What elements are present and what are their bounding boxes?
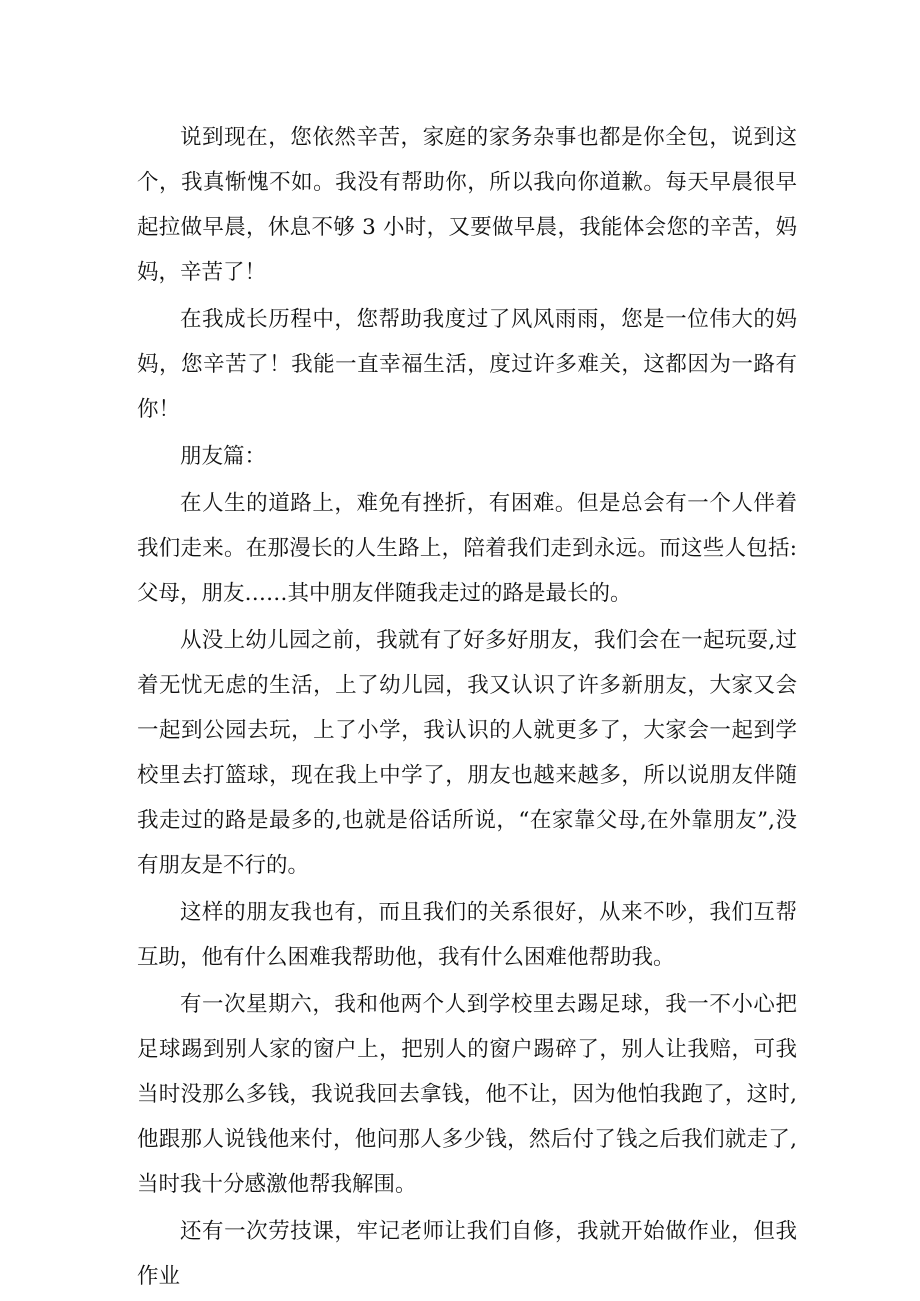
document-body [137,115,797,1301]
paragraph-mother-hardship: 说到现在，您依然辛苦，家庭的家务杂事也都是你全包，说到这个，我真惭愧不如。我没有帮助你，所以我向你道歉。每天早晨很早起拉做早晨，休息不够 3 小时，又要做早晨，我能体会您的辛苦，妈妈，辛苦了！ [137,125,797,285]
paragraph-life-road: 在人生的道路上，难免有挫折，有困难。但是总会有一个人伴着我们走来。在那漫长的人生路上，陪着我们走到永远。而这些人包括:父母，朋友……其中朋友伴随我走过的路是最长的。 [137,491,797,606]
paragraph-many-friends: 从没上幼儿园之前，我就有了好多好朋友，我们会在一起玩耍,过着无忧无虑的生活，上了幼儿园，我又认识了许多新朋友，大家又会一起到公园去玩，上了小学，我认识的人就更多了，大家会一起到学校里去打篮球，现在我上中学了，朋友也越来越多，所以说朋友伴随我走过的路是最多的,也就是俗话所说，“在家靠父母,在外靠朋友”,没有朋友是不行的。 [137,628,797,878]
paragraph-labor-class: 还有一次劳技课，牢记老师让我们自修，我就开始做作业，但我作业 [137,1219,797,1289]
paragraph-mother-gratitude: 在我成长历程中，您帮助我度过了风风雨雨，您是一位伟大的妈妈，您辛苦了！我能一直幸福生活，度过许多难关，这都因为一路有你！ [137,307,797,422]
paragraph-football-story: 有一次星期六，我和他两个人到学校里去踢足球，我一不小心把足球踢到别人家的窗户上，把别人的窗户踢碎了，别人让我赔，可我当时没那么多钱，我说我回去拿钱，他不让，因为他怕我跑了，这时,他跟那人说钱他来付，他问那人多少钱，然后付了钱之后我们就走了,当时我十分感激他帮我解围。 [137,992,797,1197]
paragraph-good-friend: 这样的朋友我也有，而且我们的关系很好，从来不吵，我们互帮互助，他有什么困难我帮助他，我有什么困难他帮助我。 [137,900,797,970]
section-heading-friends: 朋友篇： [180,444,267,469]
